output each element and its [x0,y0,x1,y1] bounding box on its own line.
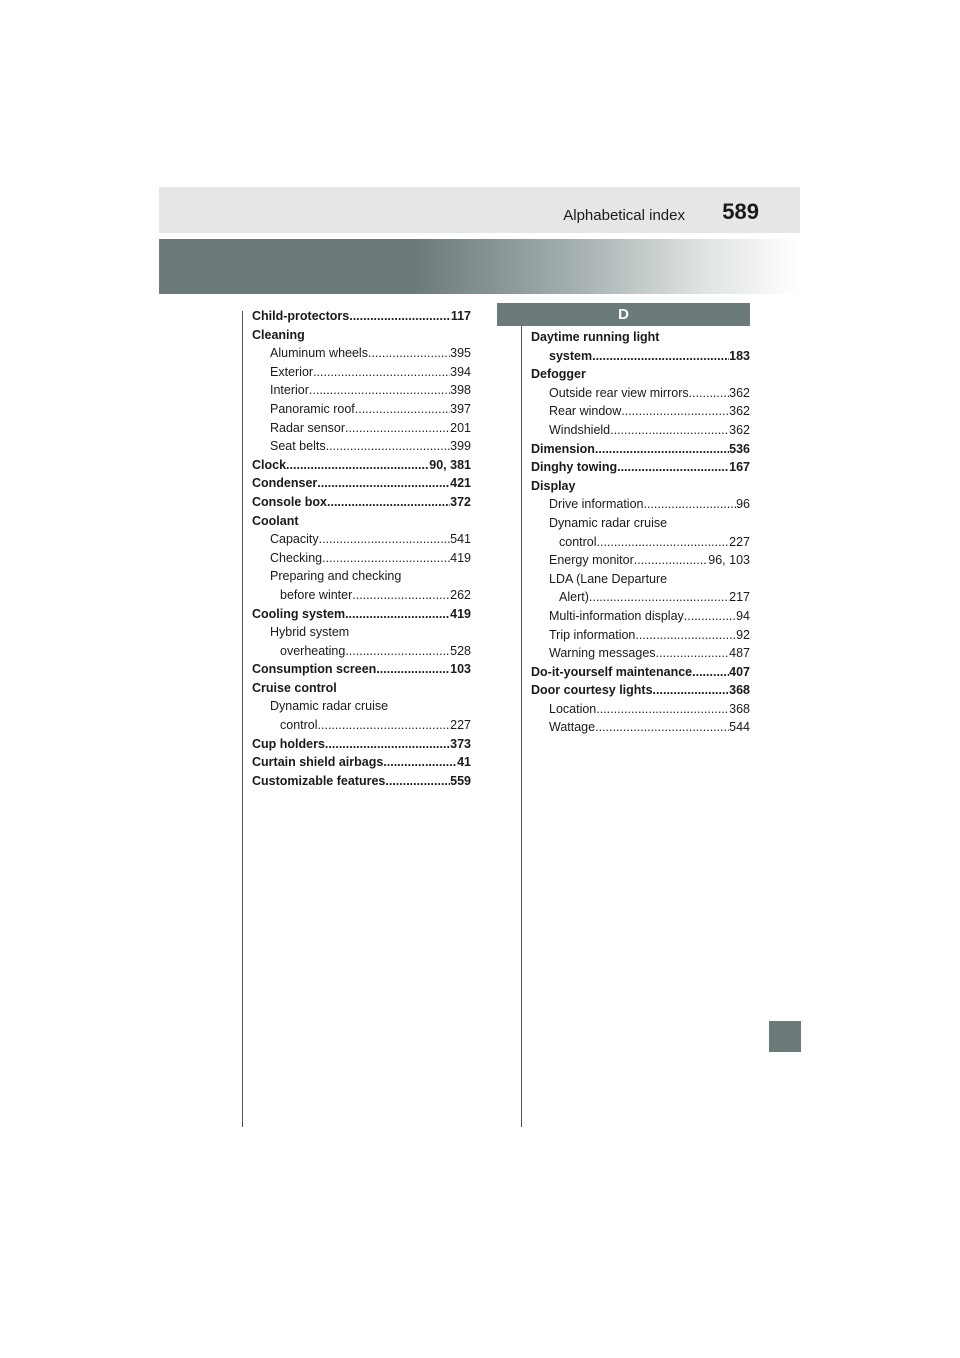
index-entry [252,586,471,605]
index-heading: Cruise control [252,680,337,695]
index-entry-page: 90, 381 [429,457,471,472]
dot-leader [322,549,450,568]
dot-leader [385,772,450,791]
dot-leader [345,642,450,661]
dot-leader [326,437,451,456]
index-entry [531,440,750,459]
dot-leader [383,753,457,772]
index-entry-term: Dimension [531,441,595,456]
dot-leader [589,588,729,607]
index-entry-term: control [280,718,318,733]
index-entry-page: 399 [450,439,471,454]
index-entry-term: Outside rear view mirrors [549,385,689,400]
index-entry-page: 544 [729,720,750,735]
index-entry-page: 419 [450,550,471,565]
dot-leader [595,718,729,737]
index-entry-page: 227 [729,534,750,549]
index-entry [531,681,750,700]
index-subheading: Dynamic radar cruise [270,699,389,714]
dot-leader [309,381,450,400]
index-entry-term: Child-protectors [252,309,350,323]
column-divider-left [242,311,243,1127]
index-entry-page: 362 [729,404,750,419]
index-entry-page: 395 [450,346,471,361]
index-entry-term: Do-it-yourself maintenance [531,664,693,679]
index-entry [531,626,750,645]
index-entry [252,419,471,438]
dot-leader [656,644,730,663]
index-entry-term: Capacity [270,532,319,547]
dot-leader [617,458,729,477]
index-entry-term: Cup holders [252,736,325,751]
index-entry [252,456,471,475]
index-entry [252,381,471,400]
dot-leader [319,530,451,549]
index-entry-page: 96, 103 [708,553,750,568]
index-entry-term: Multi-information display [549,608,684,623]
index-entry-term: Wattage [549,720,596,735]
index-entry-term: Condenser [252,476,318,491]
index-entry-page: 421 [450,476,471,491]
dot-leader [597,533,730,552]
index-entry-term: Radar sensor [270,420,346,435]
index-entry [252,344,471,363]
index-entry-term: Drive information [549,497,644,512]
dot-leader [634,551,709,570]
index-entry-term: system [549,348,593,363]
index-entry [252,605,471,624]
dot-leader [318,716,451,735]
index-entry-term: Customizable features [252,773,386,788]
index-entry [531,551,750,570]
dot-leader [352,586,450,605]
index-entry-page: 94 [736,608,750,623]
dot-leader [313,363,450,382]
index-entry-term: overheating [280,643,346,658]
side-thumb-tab [769,1021,801,1052]
index-entry [531,533,750,552]
dot-leader [684,607,736,626]
index-entry [531,458,750,477]
dot-leader [643,495,736,514]
letter-tab-d: D [497,303,750,326]
index-entry-term: Rear window [549,404,622,419]
section-title: Alphabetical index [563,207,685,224]
index-entry-term: control [559,534,597,549]
index-entry-page: 419 [450,606,471,621]
dot-leader [689,384,730,403]
index-entry-term: Exterior [270,364,314,379]
index-entry-page: 96 [736,497,750,512]
index-entry-term: Dinghy towing [531,460,618,475]
index-entry-term: before winter [280,587,353,602]
index-entry-page: 103 [450,662,471,677]
index-entry-page: 541 [450,532,471,547]
index-entry [531,644,750,663]
index-entry [252,772,471,791]
header-band [159,187,800,233]
dot-leader [325,735,450,754]
index-entry [531,384,750,403]
index-entry-page: 372 [450,494,471,509]
index-heading: Daytime running light [531,330,660,344]
index-entry [531,700,750,719]
index-entry [252,530,471,549]
dot-leader [596,700,729,719]
dot-leader [376,660,450,679]
index-entry [252,307,471,326]
index-heading: Defogger [531,367,586,382]
index-entry [531,718,750,737]
dot-leader [349,307,451,326]
dot-leader [286,456,429,475]
index-entry-page: 362 [729,385,750,400]
index-entry-term: Consumption screen [252,662,377,677]
index-entry-page: 183 [729,348,750,363]
dot-leader [595,440,729,459]
dot-leader [621,402,729,421]
index-entry [252,363,471,382]
index-subheading: Hybrid system [270,625,350,640]
index-entry [252,493,471,512]
index-entry [531,347,750,366]
dot-leader [327,493,450,512]
index-entry-page: 262 [450,587,471,602]
index-entry [531,588,750,607]
index-entry [252,716,471,735]
index-entry-page: 362 [729,422,750,437]
index-entry-page: 398 [450,383,471,398]
dot-leader [317,474,450,493]
index-entry-page: 117 [450,309,471,323]
page-number: 589 [722,199,759,224]
index-entry-page: 394 [450,364,471,379]
index-entry-page: 41 [457,755,471,770]
index-entry [252,735,471,754]
index-entry-page: 528 [450,643,471,658]
index-entry-term: Warning messages [549,646,656,661]
dot-leader [610,421,729,440]
index-entry-page: 397 [450,401,471,416]
column-divider-middle [521,311,522,1127]
index-entry [531,607,750,626]
index-entry-page: 92 [736,627,750,642]
dot-leader [692,663,729,682]
index-entry-page: 167 [729,460,750,475]
index-entry-page: 559 [450,773,471,788]
index-entry-page: 407 [729,664,750,679]
index-entry-term: Console box [252,494,328,509]
index-entry-term: Alert) [559,590,589,605]
index-subheading: LDA (Lane Departure [549,571,668,586]
dot-leader [368,344,450,363]
index-entry-term: Checking [270,550,323,565]
index-entry [531,663,750,682]
index-entry [252,642,471,661]
index-entry-term: Panoramic roof [270,401,355,416]
index-entry [252,753,471,772]
index-entry-page: 368 [729,683,750,698]
index-entry-page: 201 [450,420,471,435]
index-entry [252,437,471,456]
index-column-right [531,328,750,737]
index-entry-page: 536 [729,441,750,456]
index-entry-term: Interior [270,383,309,398]
index-entry-term: Windshield [549,422,611,437]
index-entry [252,549,471,568]
index-entry-term: Door courtesy lights [531,683,653,698]
dot-leader [635,626,736,645]
index-subheading: Preparing and checking [270,569,402,584]
index-entry-term: Aluminum wheels [270,346,368,361]
dot-leader [355,400,450,419]
index-entry [252,474,471,493]
index-entry-term: Clock [252,457,287,472]
index-entry [531,495,750,514]
dot-leader [592,347,729,366]
dot-leader [653,681,730,700]
index-column-left [252,307,471,790]
index-entry-term: Seat belts [270,439,326,454]
index-entry-term: Location [549,701,597,716]
index-entry-page: 217 [729,590,750,605]
index-entry [531,421,750,440]
index-entry [531,402,750,421]
index-entry [252,660,471,679]
index-entry-page: 487 [729,646,750,661]
index-entry-page: 227 [450,718,471,733]
index-entry [252,400,471,419]
index-heading: Coolant [252,513,299,528]
index-entry-term: Curtain shield airbags [252,755,384,770]
index-entry-term: Trip information [549,627,636,642]
index-entry-term: Cooling system [252,606,346,621]
dot-leader [345,419,450,438]
index-subheading: Dynamic radar cruise [549,515,668,530]
decorative-gradient-band [159,239,800,294]
index-entry-term: Energy monitor [549,553,634,568]
index-heading: Display [531,478,576,493]
index-heading: Cleaning [252,327,305,342]
index-entry-page: 368 [729,701,750,716]
index-entry-page: 373 [450,736,471,751]
dot-leader [345,605,450,624]
